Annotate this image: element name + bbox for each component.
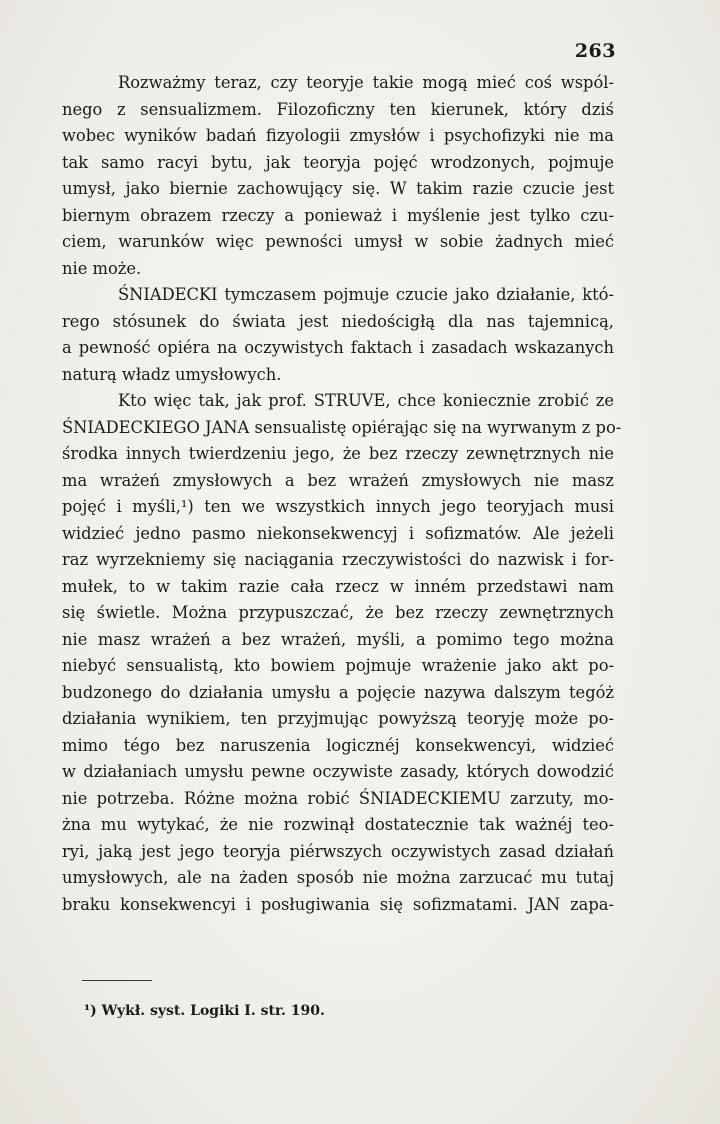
text-line: środka innych twierdzeniu jego, że bez rzeczy zewnętrznych nie bbox=[62, 444, 614, 463]
footnote: ¹) Wykł. syst. Logiki I. str. 190. bbox=[84, 1003, 325, 1019]
text-line: wobec wyników badań fizyologii zmysłów i psychofizyki nie ma bbox=[62, 126, 614, 145]
text-line: biernym obrazem rzeczy a ponieważ i myślenie jest tylko czu- bbox=[62, 205, 614, 225]
text-line: mułek, to w takim razie cała rzecz w inném przedstawi nam bbox=[62, 576, 614, 596]
text-line: nego z sensualizmem. Filozoficzny ten kierunek, który dziś bbox=[62, 99, 614, 119]
paragraph bbox=[62, 282, 614, 388]
text-line: a pewność opiéra na oczywistych faktach i zasadach wskazanych bbox=[62, 338, 614, 357]
text-line: rego stósunek do świata jest niedościgłą dla nas tajemnicą, bbox=[62, 311, 614, 331]
text-line: nie potrzeba. Różne można robić ŚNIADECKIEMU zarzuty, mo- bbox=[62, 788, 614, 808]
text-line: ciem, warunków więc pewności umysł w sobie żadnych mieć bbox=[62, 232, 614, 251]
text-line: Rozważmy teraz, czy teoryje takie mogą mieć coś wspól- bbox=[118, 73, 614, 92]
text-line: się świetle. Można przypuszczać, że bez rzeczy zewnętrznych bbox=[62, 603, 614, 622]
text-line: działania wynikiem, ten przyjmując powyższą teoryję może po- bbox=[62, 709, 614, 728]
text-line: raz wyrzekniemy się naciągania rzeczywistości do nazwisk i for- bbox=[62, 550, 614, 569]
text-line: naturą władz umysłowych. bbox=[62, 364, 282, 384]
text-line: mimo tégo bez naruszenia logicznéj konsekwencyi, widzieć bbox=[62, 735, 614, 755]
text-line: pojęć i myśli,¹) ten we wszystkich innych jego teoryjach musi bbox=[62, 497, 614, 516]
page-number: 263 bbox=[574, 40, 616, 62]
text-line: widzieć jedno pasmo niekonsekwencyj i sofizmatów. Ale jeżeli bbox=[62, 523, 614, 543]
text-line: w działaniach umysłu pewne oczywiste zasady, których dowodzić bbox=[62, 762, 614, 781]
text-line: ryi, jaką jest jego teoryja piérwszych oczywistych zasad działań bbox=[62, 841, 614, 861]
body-text bbox=[62, 70, 622, 918]
text-line: braku konsekwencyi i posługiwania się sofizmatami. JAN zapa- bbox=[62, 894, 614, 914]
text-line: nie masz wrażeń a bez wrażeń, myśli, a pomimo tego można bbox=[62, 629, 614, 649]
text-line: tak samo racyi bytu, jak teoryja pojęć wrodzonych, pojmuje bbox=[62, 152, 614, 172]
text-line: nie może. bbox=[62, 258, 142, 278]
text-line: ŚNIADECKI tymczasem pojmuje czucie jako działanie, któ- bbox=[118, 285, 614, 304]
text-line: niebyć sensualistą, kto bowiem pojmuje wrażenie jako akt po- bbox=[62, 656, 614, 675]
text-line: budzonego do działania umysłu a pojęcie nazywa dalszym tegóż bbox=[62, 682, 614, 702]
text-line: umysł, jako biernie zachowujący się. W takim razie czucie jest bbox=[62, 179, 614, 198]
footnote-divider bbox=[82, 980, 152, 981]
paragraph bbox=[62, 388, 622, 918]
text-line: umysłowych, ale na żaden sposób nie można zarzucać mu tutaj bbox=[62, 868, 614, 887]
text-line: ŚNIADECKIEGO JANA sensualistę opiérając się na wyrwanym z po- bbox=[62, 417, 622, 437]
paragraph bbox=[62, 70, 614, 282]
text-line: żna mu wytykać, że nie rozwinął dostatecznie tak ważnéj teo- bbox=[62, 815, 614, 834]
text-line: ma wrażeń zmysłowych a bez wrażeń zmysłowych nie masz bbox=[62, 470, 614, 490]
text-line: Kto więc tak, jak prof. STRUVE, chce koniecznie zrobić ze bbox=[118, 391, 614, 410]
